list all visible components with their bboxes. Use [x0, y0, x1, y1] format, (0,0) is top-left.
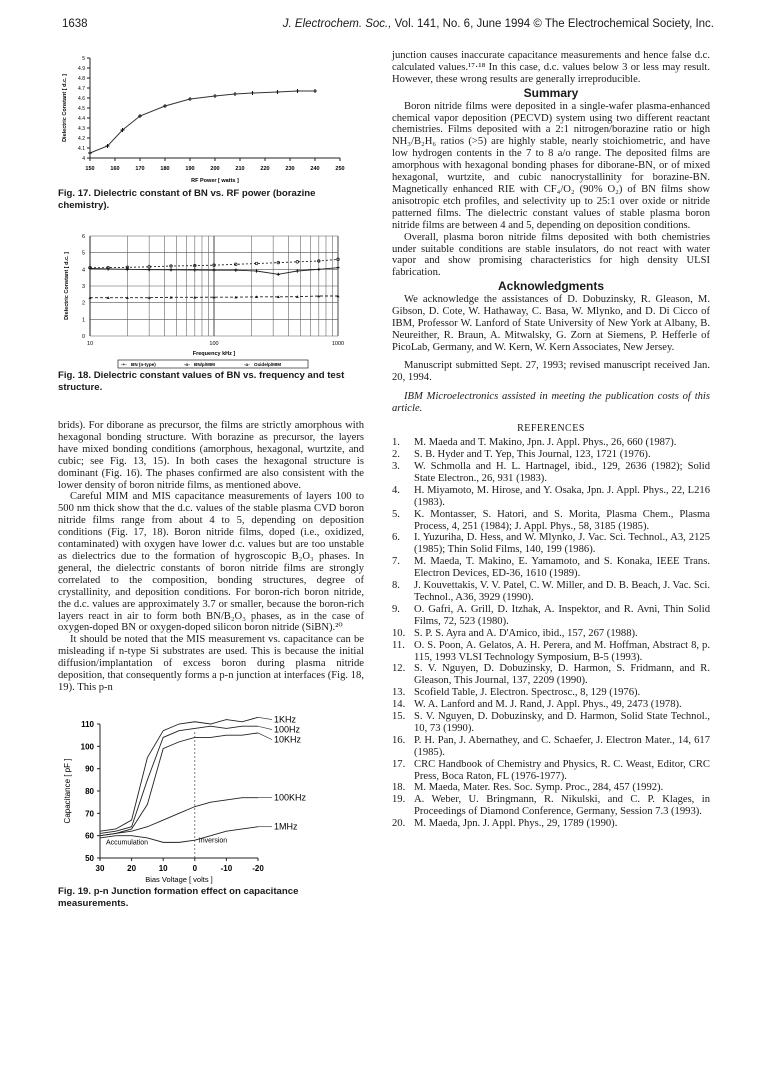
- x-tick-label: 210: [235, 166, 245, 172]
- reference-item: [392, 699, 710, 711]
- reference-number: 13.: [392, 687, 406, 699]
- fig18-chart: [58, 222, 364, 370]
- reference-item: [392, 794, 710, 818]
- reference-number: 11.: [392, 639, 405, 651]
- y-tick-label: 4.1: [78, 146, 85, 152]
- reference-item: [392, 711, 710, 735]
- x-tick-label: 150: [85, 166, 95, 172]
- reference-number: 16.: [392, 734, 406, 746]
- left-column: [58, 50, 364, 910]
- y-tick-label: 4.7: [78, 86, 85, 92]
- x-tick-label: 190: [185, 166, 195, 172]
- y-axis-label: Dielectric Constant [ d.c. ]: [64, 252, 70, 320]
- reference-item: [392, 818, 710, 830]
- fig17-caption: Fig. 17. Dielectric constant of BN vs. RF power (borazine chemistry).: [58, 188, 316, 211]
- reference-item: [392, 782, 710, 794]
- body-paragraph: junction causes inaccurate capacitance measurements and hence false d.c. calculated values.¹⁷·¹⁸ In this case, d.c. values below 3 or less may result. However, these wrong results are generally irreproducible.: [392, 50, 710, 85]
- reference-text: W. A. Lanford and M. J. Rand, J. Appl. Phys., 49, 2473 (1978).: [414, 699, 682, 711]
- x-tick-label: 180: [160, 166, 170, 172]
- page-number: 1638: [62, 18, 88, 30]
- x-tick-label: -10: [220, 863, 233, 873]
- legend-entry: BN/p/MIM: [194, 362, 215, 367]
- x-tick-label: 0: [192, 863, 198, 873]
- reference-text: M. Maeda and T. Makino, Jpn. J. Appl. Phys., 26, 660 (1987).: [414, 437, 677, 449]
- body-paragraph: Careful MIM and MIS capacitance measurements of layers 100 to 500 nm thick show that the d.c. values of the stable plasma CVD boron nitride films range from about 4 to 5, depending on deposition conditions (Fig. 17, 18). Boron nitride films, doped (i.e., oxidized, contaminated) with oxygen have lower d.c. values but are too unstable as dielectrics due to the formation of hygroscopic B₂O₃ phases. In general, the dielectric constants of boron nitride films are strongly correlated to the composition, bonding structures, degree of crystallinity, and deposition conditions. For boron-rich boron nitride, the d.c. values are approximately 3.7 or smaller, because the boron-rich layers react in air to form both BN/B₂O₃ phases, as in the case of oxygen-doped BN or oxygen-doped silicon boron nitride (SiBN).²⁰: [58, 491, 364, 634]
- right-column: [392, 50, 710, 830]
- x-tick-label: 20: [127, 863, 137, 873]
- data-point: [233, 92, 237, 96]
- y-tick-label: 4.3: [78, 126, 85, 132]
- y-tick-label: 3: [81, 284, 85, 290]
- reference-item: [392, 580, 710, 604]
- data-point: [317, 268, 320, 271]
- reference-number: 20.: [392, 818, 406, 830]
- y-axis-label: Dielectric Constant [ d.c. ]: [62, 74, 68, 142]
- x-tick-label: 10: [158, 863, 168, 873]
- reference-item: [392, 449, 710, 461]
- x-tick-label: 250: [335, 166, 345, 172]
- reference-item: [392, 532, 710, 556]
- reference-text: A. Weber, U. Bringmann, R. Nikulski, and C. P. Klages, in Proceedings of Diamond Conference, Germany, Session 7.3 (1993).: [414, 794, 710, 818]
- fig19-caption: Fig. 19. p-n Junction formation effect on capacitance measurements.: [58, 885, 299, 909]
- acknowledgments-paragraph: We acknowledge the assistances of D. Dobuzinsky, R. Gleason, M. Gibson, D. Cote, W. Hathaway, C. Basa, W. Mlynko, and D. Di Cicco of IBM, Professor W. Lanford of State University of New York at Albany, B. Neureither, R. Braun, A. Mitwalsky, G. Zorn at Siemens, P. Hefferle of PicoLab, Germany, and W. Kern, W. Kern Associates, New Jersey.: [392, 294, 710, 353]
- y-tick-label: 4: [82, 156, 85, 162]
- series-label: 100KHz: [274, 792, 307, 803]
- summary-paragraph: Boron nitride films were deposited in a single-wafer plasma-enhanced chemical vapor deposition (PECVD) system using two different reactant chemistries. Films deposited with a 2:1 nitrogen/borazine ratio or high NH₃/B₂H₆ ratios (>5) are highly stable, nearly stoichiometric, and have low hydrogen contents in the 7 to 8 a/o range. The deposited films are amorphous with hexagonal bonding phases for diborane-BN, or of mixed hexagonal, wurtzite, and cubic nanocrystallinity for borazine-BN. Magnetically enhanced RIE with CF₄/O₂ (90% O₂) of BN films show anisotropic etch profiles, and selectivity up to 25:1 over oxide or nitride patterned films. The dielectric constant values of stable plasma boron nitride films are between 4 and 5, depending on deposition conditions.: [392, 100, 710, 231]
- series-label: 10KHz: [274, 734, 302, 745]
- data-point: [313, 89, 317, 93]
- y-tick-label: 4.9: [78, 66, 85, 72]
- y-tick-label: 50: [85, 853, 94, 863]
- series-label: 1KHz: [274, 714, 297, 725]
- reference-number: 14.: [392, 699, 406, 711]
- y-axis-label: Capacitance [ pF ]: [63, 758, 72, 824]
- reference-item: [392, 461, 710, 485]
- y-tick-label: 4.8: [78, 76, 85, 82]
- data-point: [276, 90, 280, 94]
- y-tick-label: 110: [81, 719, 94, 729]
- reference-item: [392, 437, 710, 449]
- reference-item: [392, 759, 710, 783]
- series-line: [100, 717, 258, 831]
- y-tick-label: 5: [81, 250, 85, 257]
- reference-number: 3.: [392, 461, 400, 472]
- references-list: [392, 437, 710, 830]
- data-point: [148, 268, 151, 271]
- series-label: 1MHz: [274, 821, 298, 832]
- journal-name: J. Electrochem. Soc.,: [282, 18, 392, 30]
- x-tick-label: 100: [209, 341, 219, 347]
- y-tick-label: 6: [81, 234, 85, 240]
- data-point: [336, 266, 339, 269]
- fig18-caption: Fig. 18. Dielectric constant values of BN vs. frequency and test structure.: [58, 370, 345, 393]
- reference-item: [392, 485, 710, 509]
- data-point: [251, 91, 255, 95]
- journal-citation: [283, 18, 714, 30]
- legend-marker: -+-: [121, 362, 127, 367]
- reference-number: 7.: [392, 556, 400, 568]
- reference-item: [392, 604, 710, 628]
- reference-text: S. B. Hyder and T. Yep, This Journal, 123, 1721 (1976).: [414, 449, 651, 461]
- legend-entry: BN (n-type): [131, 362, 156, 367]
- journal-volume: Vol. 141, No. 6, June 1994 © The Electrochemical Society, Inc.: [391, 18, 714, 30]
- reference-number: 19.: [392, 794, 406, 806]
- data-point: [296, 89, 300, 93]
- reference-text: I. Yuzuriha, D. Hess, and W. Mlynko, J. Vac. Sci. Technol., A3, 2125 (1985); Thin Solid Films, 140, 199 (1986).: [414, 532, 710, 556]
- reference-item: [392, 735, 710, 759]
- reference-number: 12.: [392, 663, 406, 675]
- reference-text: H. Miyamoto, M. Hirose, and Y. Osaka, Jpn. J. Appl. Phys., 22, L216 (1983).: [414, 484, 710, 508]
- figure-18: [58, 222, 364, 370]
- reference-text: K. Montasser, S. Hatori, and S. Morita, Plasma Chem., Plasma Process, 4, 251 (1984); J. Appl. Phys., 58, 3185 (1985).: [414, 508, 710, 532]
- data-point: [188, 97, 192, 101]
- reference-text: CRC Handbook of Chemistry and Physics, R. C. Weast, Editor, CRC Press, Boca Raton, FL (1976-1977).: [414, 758, 710, 782]
- data-line: [90, 91, 315, 153]
- reference-number: 15.: [392, 711, 406, 723]
- x-tick-label: 10: [86, 341, 94, 347]
- reference-text: M. Maeda, Mater. Res. Soc. Symp. Proc., 284, 457 (1992).: [414, 782, 664, 794]
- legend-entry: Oxide/p/MIM: [254, 362, 282, 367]
- reference-number: 18.: [392, 782, 406, 794]
- series-leader-line: [258, 726, 272, 729]
- y-tick-label: 5: [82, 56, 85, 62]
- reference-item: [392, 628, 710, 640]
- x-tick-label: 1000: [331, 341, 345, 347]
- accumulation-label: Accumulation: [106, 839, 149, 847]
- data-point: [213, 94, 217, 98]
- reference-number: 17.: [392, 758, 406, 770]
- data-point: [277, 273, 280, 276]
- series-line: [100, 733, 258, 836]
- inversion-label: Inversion: [198, 837, 228, 845]
- publication-cost-note: IBM Microelectronics assisted in meeting the publication costs of this article.: [392, 391, 710, 415]
- series-leader-line: [258, 733, 272, 740]
- page-header: [62, 18, 714, 36]
- x-tick-label: 30: [95, 863, 105, 873]
- reference-number: 9.: [392, 603, 400, 615]
- y-tick-label: 80: [85, 786, 94, 796]
- body-paragraph: It should be noted that the MIS measurement vs. capacitance can be misleading if n-type Si substrates are used. This is because the initial diffusion/implantation of excess boron during plasma nitride deposition, that consequently forms a p-n junction at interfaces (Fig. 18, 19). This p-n: [58, 634, 364, 693]
- reference-item: [392, 687, 710, 699]
- reference-item: [392, 509, 710, 533]
- reference-text: O. Gafri, A. Grill, D. Itzhak, A. Inspektor, and R. Avni, Thin Solid Films, 72, 523 (1980).: [414, 603, 710, 627]
- y-tick-label: 100: [80, 742, 94, 752]
- y-tick-label: 4.6: [78, 96, 85, 102]
- reference-number: 2.: [392, 449, 400, 461]
- legend-marker: -a-: [244, 362, 250, 367]
- y-tick-label: 4.4: [78, 116, 85, 122]
- reference-number: 1.: [392, 437, 400, 449]
- y-tick-label: 2: [81, 300, 85, 307]
- series-leader-line: [258, 717, 272, 719]
- data-point: [255, 269, 258, 272]
- reference-number: 10.: [392, 627, 406, 639]
- fig19-chart: [58, 714, 364, 886]
- summary-heading: Summary: [523, 85, 579, 100]
- data-point: [193, 268, 196, 271]
- manuscript-note: Manuscript submitted Sept. 27, 1993; revised manuscript received Jan. 20, 1994.: [392, 359, 710, 383]
- data-point: [169, 268, 172, 271]
- reference-text: J. Kouvettakis, V. V. Patel, C. W. Miller, and D. B. Beach, J. Vac. Sci. Technol., A36, 3929 (1990).: [414, 580, 710, 603]
- reference-text: S. V. Nguyen, D. Dobuzinsky, D. Harmon, S. Fridmann, and R. Gleason, This Journal, 137, 2209 (1990).: [414, 663, 710, 687]
- x-axis-label: RF Power [ watts ]: [191, 178, 239, 184]
- series-label: 100Hz: [274, 724, 301, 735]
- reference-text: M. Maeda, Jpn. J. Appl. Phys., 29, 1789 (1990).: [414, 818, 618, 830]
- reference-number: 8.: [392, 580, 400, 592]
- x-tick-label: 220: [260, 166, 270, 172]
- reference-text: Scofield Table, J. Electron. Spectrosc., 8, 129 (1976).: [414, 687, 641, 699]
- y-tick-label: 4: [81, 267, 85, 274]
- y-tick-label: 4.5: [78, 106, 85, 112]
- body-paragraph: brids). For diborane as precursor, the films are strictly amorphous with hexagonal bonding structure. With borazine as precursor, the layers have mixed bonding conditions (amorphous, hexagonal, wurtzite, and cubic; see Fig. 13, 15). In both cases the hexagonal structure is dominant (Fig. 16). The phases confirmed are also consistent with the lower density of boron nitride films, as mentioned above.: [58, 420, 364, 491]
- y-tick-label: 70: [85, 809, 94, 819]
- x-tick-label: 230: [285, 166, 295, 172]
- figure-19: [58, 714, 364, 886]
- summary-paragraph: Overall, plasma boron nitride films deposited with both chemistries under suitable conditions are stable insulators, do not react with water vapor and show promising characteristics for high density ULSI fabrication.: [392, 231, 710, 279]
- reference-text: O. S. Poon, A. Gelatos, A. H. Perera, and M. Hoffman, Abstract 8, p. 115, 1993 VLSI Technology Symposium, B-5 (1993).: [414, 639, 710, 663]
- reference-number: 5.: [392, 508, 400, 520]
- data-point: [296, 269, 299, 272]
- data-point: [88, 151, 92, 155]
- x-tick-label: 170: [135, 166, 145, 172]
- reference-item: [392, 556, 710, 580]
- y-tick-label: 60: [85, 831, 94, 841]
- references-heading: REFERENCES: [517, 423, 585, 435]
- y-tick-label: 1: [81, 317, 85, 324]
- y-tick-label: 90: [85, 764, 94, 774]
- data-point: [163, 104, 167, 108]
- x-tick-label: 160: [110, 166, 120, 172]
- x-tick-label: 200: [210, 166, 220, 172]
- reference-item: [392, 640, 710, 664]
- x-axis-label: Frequency kHz ]: [192, 351, 236, 357]
- reference-number: 6.: [392, 532, 400, 544]
- y-tick-label: 4.2: [78, 136, 85, 142]
- x-tick-label: -20: [252, 863, 264, 873]
- fig17-chart: [58, 50, 364, 188]
- x-axis-label: Bias Voltage [ volts ]: [145, 874, 213, 884]
- x-tick-label: 240: [310, 166, 320, 172]
- reference-text: S. P. S. Ayra and A. D'Amico, ibid., 157, 267 (1988).: [414, 627, 638, 639]
- figure-17: [58, 50, 364, 188]
- legend-marker: -o-: [184, 362, 190, 367]
- reference-text: S. V. Nguyen, D. Dobuzinsky, and D. Harmon, Solid State Technol., 10, 73 (1990).: [414, 711, 710, 734]
- reference-text: W. Schmolla and H. L. Hartnagel, ibid., 129, 2636 (1982); Solid State Electron., 26, 931 (1983).: [414, 461, 710, 484]
- acknowledgments-heading: Acknowledgments: [497, 279, 605, 294]
- y-tick-label: 0: [81, 334, 85, 340]
- reference-text: P. H. Pan, J. Abernathey, and C. Schaefer, J. Electron Mater., 14, 617 (1985).: [414, 734, 710, 758]
- reference-number: 4.: [392, 484, 400, 496]
- reference-text: M. Maeda, T. Makino, E. Yamamoto, and S. Konaka, IEEE Trans. Electron Devices, ED-36, 1610 (1989).: [414, 556, 710, 580]
- reference-item: [392, 663, 710, 687]
